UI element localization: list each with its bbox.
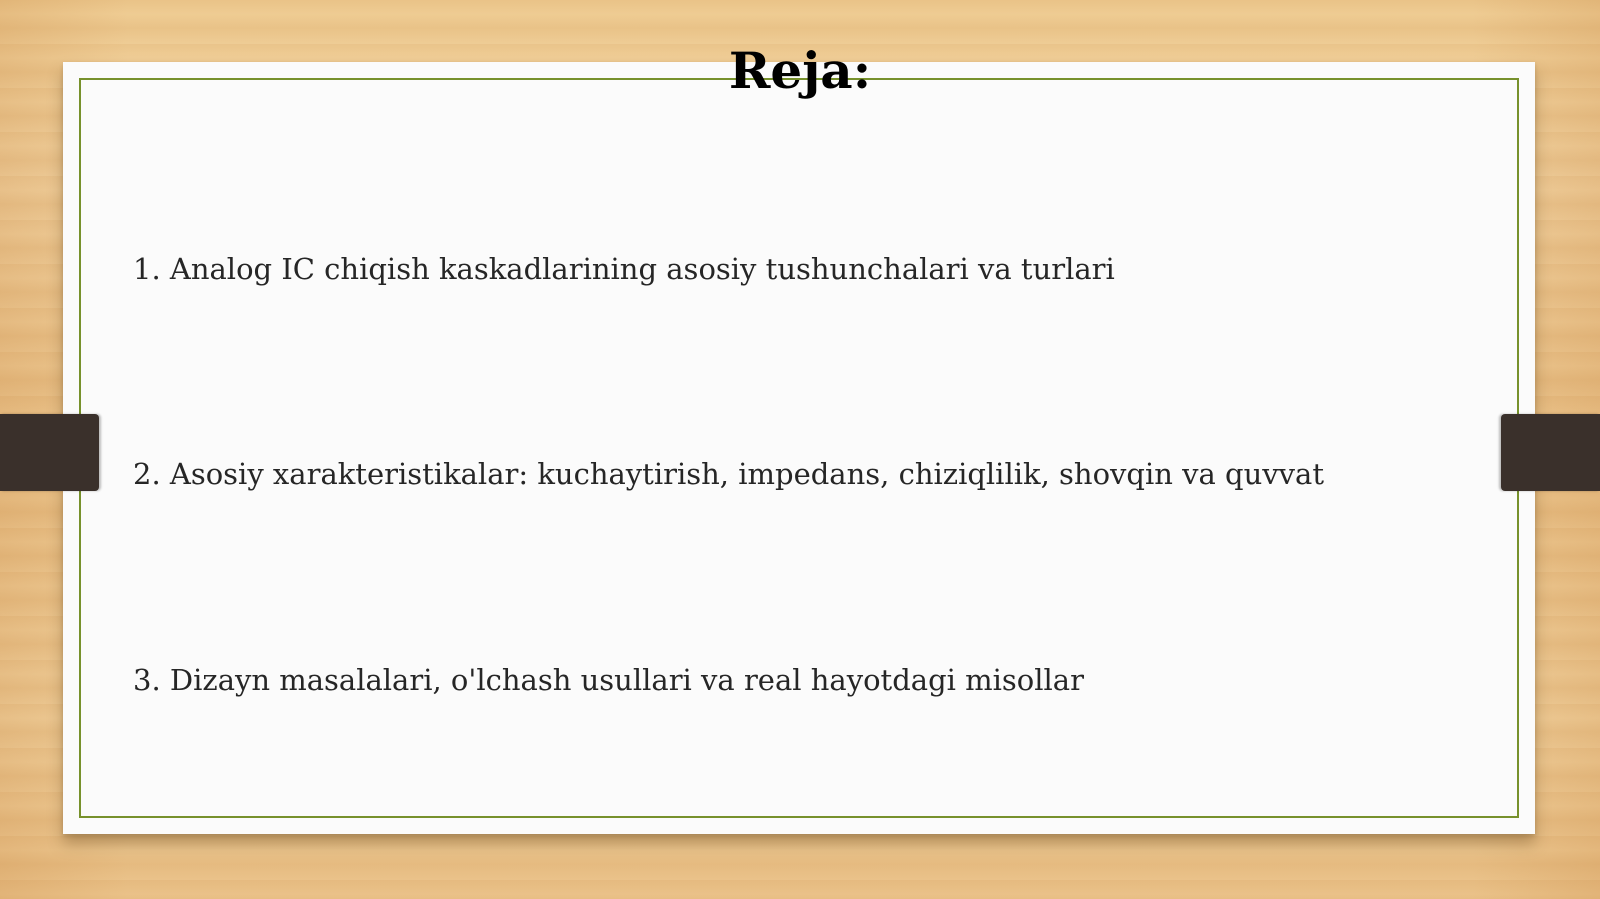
plan-item-1: 1. Analog IC chiqish kaskadlarining asosiy tushunchalari va turlari xyxy=(133,252,1115,286)
slide-frame-border xyxy=(79,78,1519,818)
plan-item-3: 3. Dizayn masalalari, o'lchash usullari va real hayotdagi misollar xyxy=(133,663,1084,697)
right-binder-clip xyxy=(1501,414,1600,491)
plan-item-2: 2. Asosiy xarakteristikalar: kuchaytirish, impedans, chiziqlilik, shovqin va quvvat xyxy=(133,457,1324,491)
slide-title: Reja: xyxy=(728,41,872,100)
slide-card xyxy=(63,62,1535,834)
left-binder-clip xyxy=(0,414,99,491)
